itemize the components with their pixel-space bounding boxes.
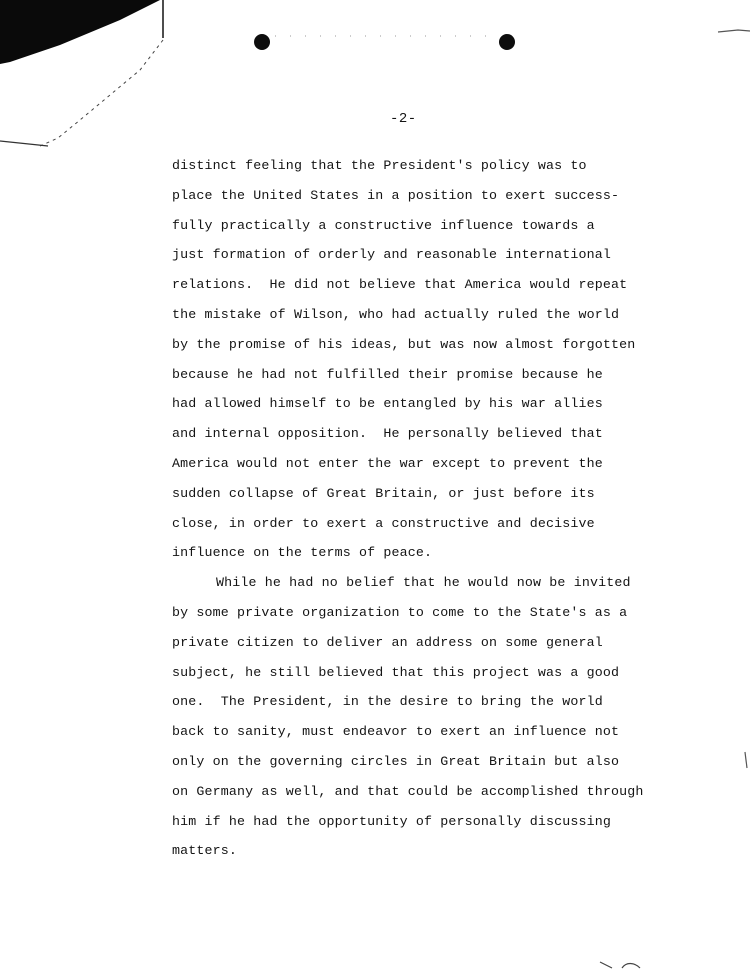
text-line: just formation of orderly and reasonable international bbox=[172, 247, 611, 263]
text-line: and internal opposition. He personally believed that bbox=[172, 426, 603, 442]
text-line: fully practically a constructive influence towards a bbox=[172, 217, 595, 233]
page-number: -2- bbox=[390, 111, 417, 127]
right-edge-tick bbox=[745, 752, 747, 768]
text-line: distinct feeling that the President's policy was to bbox=[172, 158, 587, 173]
text-line: subject, he still believed that this project was a good bbox=[172, 664, 620, 680]
text-line: America would not enter the war except to prevent the bbox=[172, 455, 603, 471]
body-text bbox=[172, 151, 732, 866]
text-line: sudden collapse of Great Britain, or just before its bbox=[172, 485, 595, 501]
corner-mark-top-right bbox=[718, 30, 750, 32]
text-line: matters. bbox=[172, 843, 238, 859]
scan-shadow-corner bbox=[0, 0, 160, 64]
text-line: private citizen to deliver an address on some general bbox=[172, 634, 603, 650]
text-line: influence on the terms of peace. bbox=[172, 545, 433, 561]
text-line: one. The President, in the desire to bring the world bbox=[172, 694, 603, 710]
text-line: While he had no belief that he would now be invited bbox=[216, 575, 631, 591]
edge-tick bbox=[0, 141, 48, 146]
text-line: by some private organization to come to the State's as a bbox=[172, 604, 628, 620]
punch-hole-left bbox=[254, 34, 270, 50]
text-line: place the United States in a position to exert success- bbox=[172, 187, 620, 203]
text-line: the mistake of Wilson, who had actually ruled the world bbox=[172, 306, 620, 322]
text-line: by the promise of his ideas, but was now almost forgotten bbox=[172, 336, 636, 352]
text-line: relations. He did not believe that America would repeat bbox=[172, 277, 628, 293]
text-line: on Germany as well, and that could be accomplished through bbox=[172, 783, 644, 799]
paragraph bbox=[172, 151, 732, 568]
punch-hole-right bbox=[499, 34, 515, 50]
text-line: had allowed himself to be entangled by his war allies bbox=[172, 396, 603, 412]
paragraph bbox=[172, 568, 732, 866]
text-line: close, in order to exert a constructive and decisive bbox=[172, 515, 595, 531]
corner-mark-bottom-right bbox=[600, 962, 640, 968]
text-line: him if he had the opportunity of personally discussing bbox=[172, 813, 611, 829]
text-line: back to sanity, must endeavor to exert an influence not bbox=[172, 724, 620, 740]
fold-crease bbox=[40, 40, 163, 146]
text-line: because he had not fulfilled their promise because he bbox=[172, 366, 603, 382]
text-line: only on the governing circles in Great Britain but also bbox=[172, 753, 620, 769]
